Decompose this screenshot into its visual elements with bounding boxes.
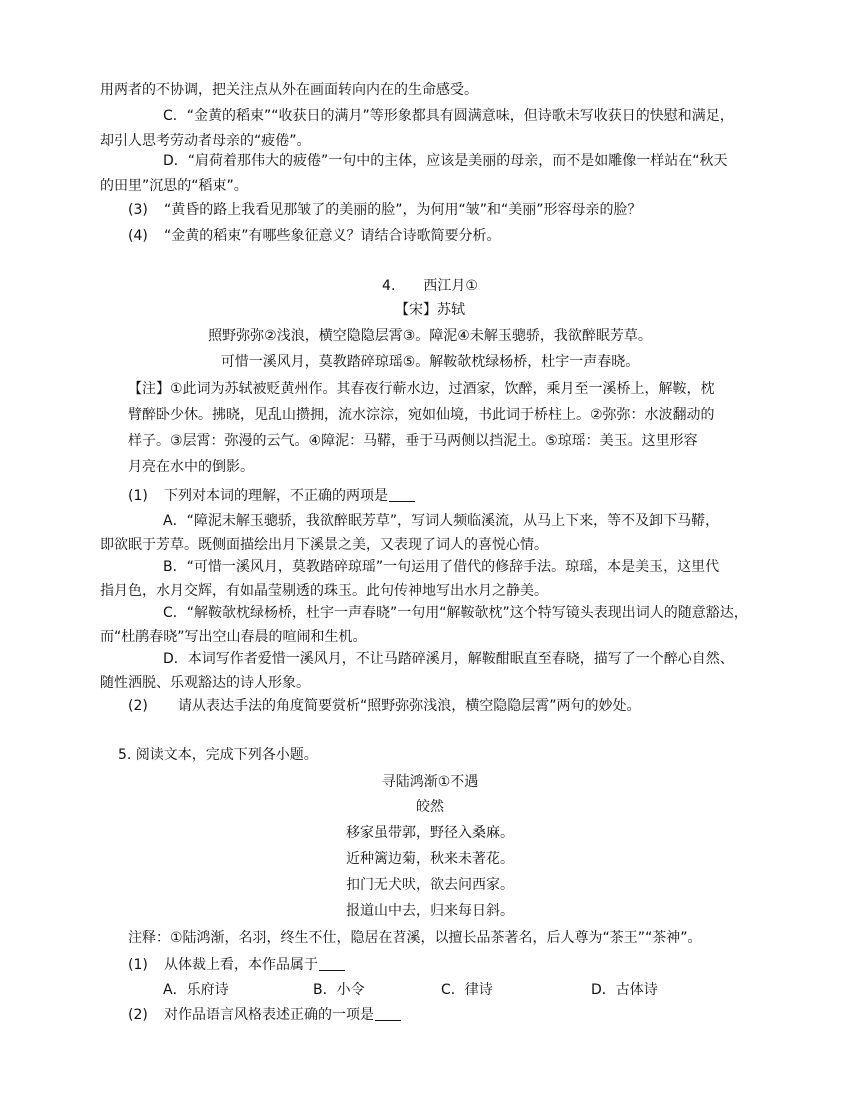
q4-poem-line2: 可惜一溪风月，莫教踏碎琼瑶⑤。解鞍欹枕绿杨桥，杜宇一声春晓。 xyxy=(220,354,640,370)
q4-option-a-line2: 即欲眠于芳草。既侧面描绘出月下溪景之美，又表现了词人的喜悦心情。 xyxy=(100,537,548,553)
q4-poem-line1: 照野弥弥②浅浪，横空隐隐层霄③。障泥④未解玉骢骄，我欲醉眠芳草。 xyxy=(208,328,652,344)
q5-options xyxy=(163,980,741,1000)
q5-poem-title: 寻陆鸿渐①不遇 xyxy=(381,774,479,790)
q5-note: 注释：①陆鸿渐，名羽，终生不仕，隐居在苕溪，以擅长品茶著名，后人尊为“茶王”“茶神”。 xyxy=(128,930,702,946)
q4-sub1-number: (1) xyxy=(128,488,148,504)
q5-sub2-number: (2) xyxy=(128,1007,148,1023)
q5-sub1-text: 从体裁上看，本作品属于 xyxy=(164,957,318,973)
q3-option-d-line2: 的田里”沉思的“稻束”。 xyxy=(100,178,248,194)
q4-subquestion-1 xyxy=(128,486,415,506)
q5-option-b[interactable]: B．小令 xyxy=(313,982,365,998)
q5-sub1-number: (1) xyxy=(128,957,148,973)
q4-sub2-number: (2) xyxy=(128,698,148,714)
q4-note-line2: 臂醉卧少休。拂晓，见乱山攒拥，流水淙淙，宛如仙境，书此词于桥柱上。②弥弥：水波翻动的 xyxy=(128,407,715,423)
q5-option-a[interactable]: A．乐府诗 xyxy=(163,982,229,998)
q3-sub4-number: (4) xyxy=(128,228,148,244)
q5-subquestion-1 xyxy=(128,955,345,975)
q4-option-c-line1: C．“解鞍欹枕绿杨桥，杜宇一声春晓”一句用“解鞍欹枕”这个特写镜头表现出词人的随意豁达， xyxy=(163,605,748,621)
q4-option-b-line2: 指月色，水月交辉，有如晶莹剔透的珠玉。此句传神地写出水月之静美。 xyxy=(100,583,548,599)
q4-sub1-text: 下列对本词的理解，不正确的两项是 xyxy=(164,488,388,504)
q3-subquestion-4 xyxy=(128,226,501,246)
q4-sub2-text: 请从表达手法的角度简要赏析“照野弥弥浅浪，横空隐隐层霄”两句的妙处。 xyxy=(164,698,641,714)
q5-poem-line3: 扣门无犬吠，欲去问西家。 xyxy=(346,877,514,893)
answer-blank[interactable] xyxy=(389,487,415,502)
q5-poem-line2: 近种篱边菊，秋来未著花。 xyxy=(346,851,514,867)
q4-option-d-line1: D．本词写作者爱惜一溪风月，不让马踏碎溪月，解鞍酣眠直至春晓，描写了一个醉心自然、 xyxy=(163,651,734,667)
q3-sub4-text: “金黄的稻束”有哪些象征意义？请结合诗歌简要分析。 xyxy=(164,228,501,244)
q4-option-a-line1: A．“障泥未解玉骢骄，我欲醉眠芳草”，写词人频临溪流，从马上下来，等不及卸下马鞯， xyxy=(163,513,720,529)
q5-heading: 5. 阅读文本，完成下列各小题。 xyxy=(118,747,318,763)
q3-sub3-number: (3) xyxy=(128,202,148,218)
q3-sub3-text: “黄昏的路上我看见那皱了的美丽的脸”，为何用“皱”和“美丽”形容母亲的脸？ xyxy=(164,202,642,218)
q4-note-line3: 样子。③层霄：弥漫的云气。④障泥：马鞯，垂于马两侧以挡泥土。⑤琼瑶：美玉。这里形容 xyxy=(128,433,698,449)
q3-subquestion-3 xyxy=(128,200,642,220)
q4-heading: 4. 西江月① xyxy=(382,278,478,294)
q4-option-d-line2: 随性洒脱、乐观豁达的诗人形象。 xyxy=(100,675,310,691)
q5-subquestion-2 xyxy=(128,1005,401,1025)
q3-option-c-line2: 却引人思考劳动者母亲的“疲倦”。 xyxy=(100,133,311,149)
q4-option-c-line2: 而“杜鹃春晓”写出空山春晨的喧闹和生机。 xyxy=(100,629,367,645)
q5-option-d[interactable]: D．古体诗 xyxy=(591,982,658,998)
q4-subquestion-2 xyxy=(128,696,641,716)
q5-poem-line1: 移家虽带郭，野径入桑麻。 xyxy=(346,825,514,841)
q5-option-c[interactable]: C．律诗 xyxy=(441,982,493,998)
q5-poem-line4: 报道山中去，归来每日斜。 xyxy=(346,903,514,919)
q3-option-d-line1: D．“肩荷着那伟大的疲倦”一句中的主体，应该是美丽的母亲，而不是如雕像一样站在“秋天 xyxy=(163,153,728,169)
q4-author: 【宋】苏轼 xyxy=(395,302,465,318)
answer-blank[interactable] xyxy=(375,1006,401,1021)
q4-note-line4: 月亮在水中的倒影。 xyxy=(128,459,254,475)
q3-option-c-line1: C．“金黄的稻束”“收获日的满月”等形象都具有圆满意味，但诗歌未写收获日的快慰和满足， xyxy=(163,108,734,124)
q3-option-b-continuation: 用两者的不协调，把关注点从外在画面转向内在的生命感受。 xyxy=(100,82,478,98)
q4-option-b-line1: B．“可惜一溪风月，莫教踏碎琼瑶”一句运用了借代的修辞手法。琼瑶，本是美玉，这里代 xyxy=(163,559,720,575)
q4-note-line1: 【注】①此词为苏轼被贬黄州作。其春夜行蕲水边，过酒家，饮醉，乘月至一溪桥上，解鞍，枕 xyxy=(128,381,715,397)
answer-blank[interactable] xyxy=(319,956,345,971)
q5-poem-author: 皎然 xyxy=(416,799,444,815)
q5-sub2-text: 对作品语言风格表述正确的一项是 xyxy=(164,1007,374,1023)
